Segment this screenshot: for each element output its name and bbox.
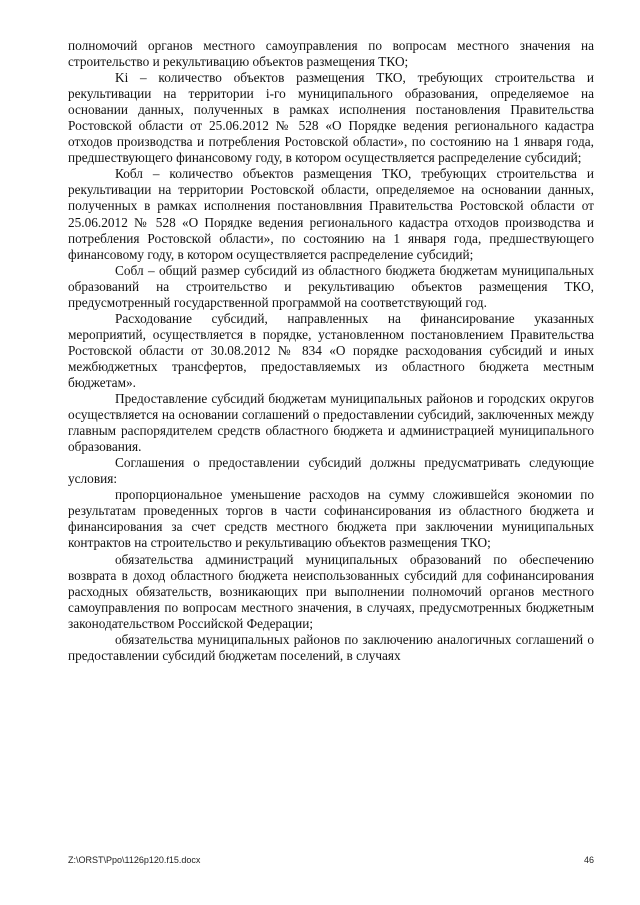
paragraph: Соглашения о предоставлении субсидий должны предусматривать следующие условия: xyxy=(68,455,594,487)
document-body xyxy=(68,38,594,664)
file-path: Z:\ORST\Ppo\1126p120.f15.docx xyxy=(68,855,201,865)
page-footer xyxy=(68,855,594,869)
paragraph: Расходование субсидий, направленных на финансирование указанных мероприятий, осуществляется в порядке, установленном постановлением Правительства Ростовской области от 30.08.2012 № 834 «О порядке расходования субсидий и иных межбюджетных трансфертов, предоставляемых из областного бюджета местным бюджетам». xyxy=(68,310,594,390)
paragraph: Ki – количество объектов размещения ТКО, требующих строительства и рекультивации на территории i-го муниципального образования, определяемое на основании данных, полученных в рамках исполнения постановления Правительства Ростовской области от 25.06.2012 № 528 «О Порядке ведения регионального кадастра отходов производства и потребления Ростовской области», по состоянию на 1 января года, предшествующего финансовому году, в котором осуществляется распределение субсидий; xyxy=(68,70,594,166)
paragraph: Предоставление субсидий бюджетам муниципальных районов и городских округов осуществляется на основании соглашений о предоставлении субсидий, заключенных между главным распорядителем средств областного бюджета и администрацией муниципального образования. xyxy=(68,391,594,455)
paragraph: обязательства муниципальных районов по заключению аналогичных соглашений о предоставлении субсидий бюджетам поселений, в случаях xyxy=(68,631,594,663)
paragraph: пропорциональное уменьшение расходов на сумму сложившейся экономии по результатам проведенных торгов в части софинансирования из областного бюджета и финансирования за счет средств местного бюджета при заключении муниципальных контрактов на строительство и рекультивацию объектов размещения ТКО; xyxy=(68,487,594,551)
paragraph: полномочий органов местного самоуправления по вопросам местного значения на строительство и рекультивацию объектов размещения ТКО; xyxy=(68,38,594,70)
paragraph: Собл – общий размер субсидий из областного бюджета бюджетам муниципальных образований на строительство и рекультивацию объектов размещения ТКО, предусмотренный государственной программой на соответствующий год. xyxy=(68,262,594,310)
paragraph: обязательства администраций муниципальных образований по обеспечению возврата в доход областного бюджета неиспользованных субсидий для софинансирования расходных обязательств, возникающих при выполнении полномочий органов местного самоуправления по вопросам местного значения, в случаях, предусмотренных бюджетным законодательством Российской Федерации; xyxy=(68,551,594,631)
page-number: 46 xyxy=(583,855,594,865)
paragraph: Кобл – количество объектов размещения ТКО, требующих строительства и рекультивации на территории Ростовской области, определяемое на основании данных, полученных в рамках исполнения постановлвния Правительства Ростовской области от 25.06.2012 № 528 «О Порядке ведения регионального кадастра отходов производства и потребления Ростовской области», по состоянию на 1 января года, предшествующего финансовому году, в котором осуществляется распределение субсидий; xyxy=(68,166,594,262)
